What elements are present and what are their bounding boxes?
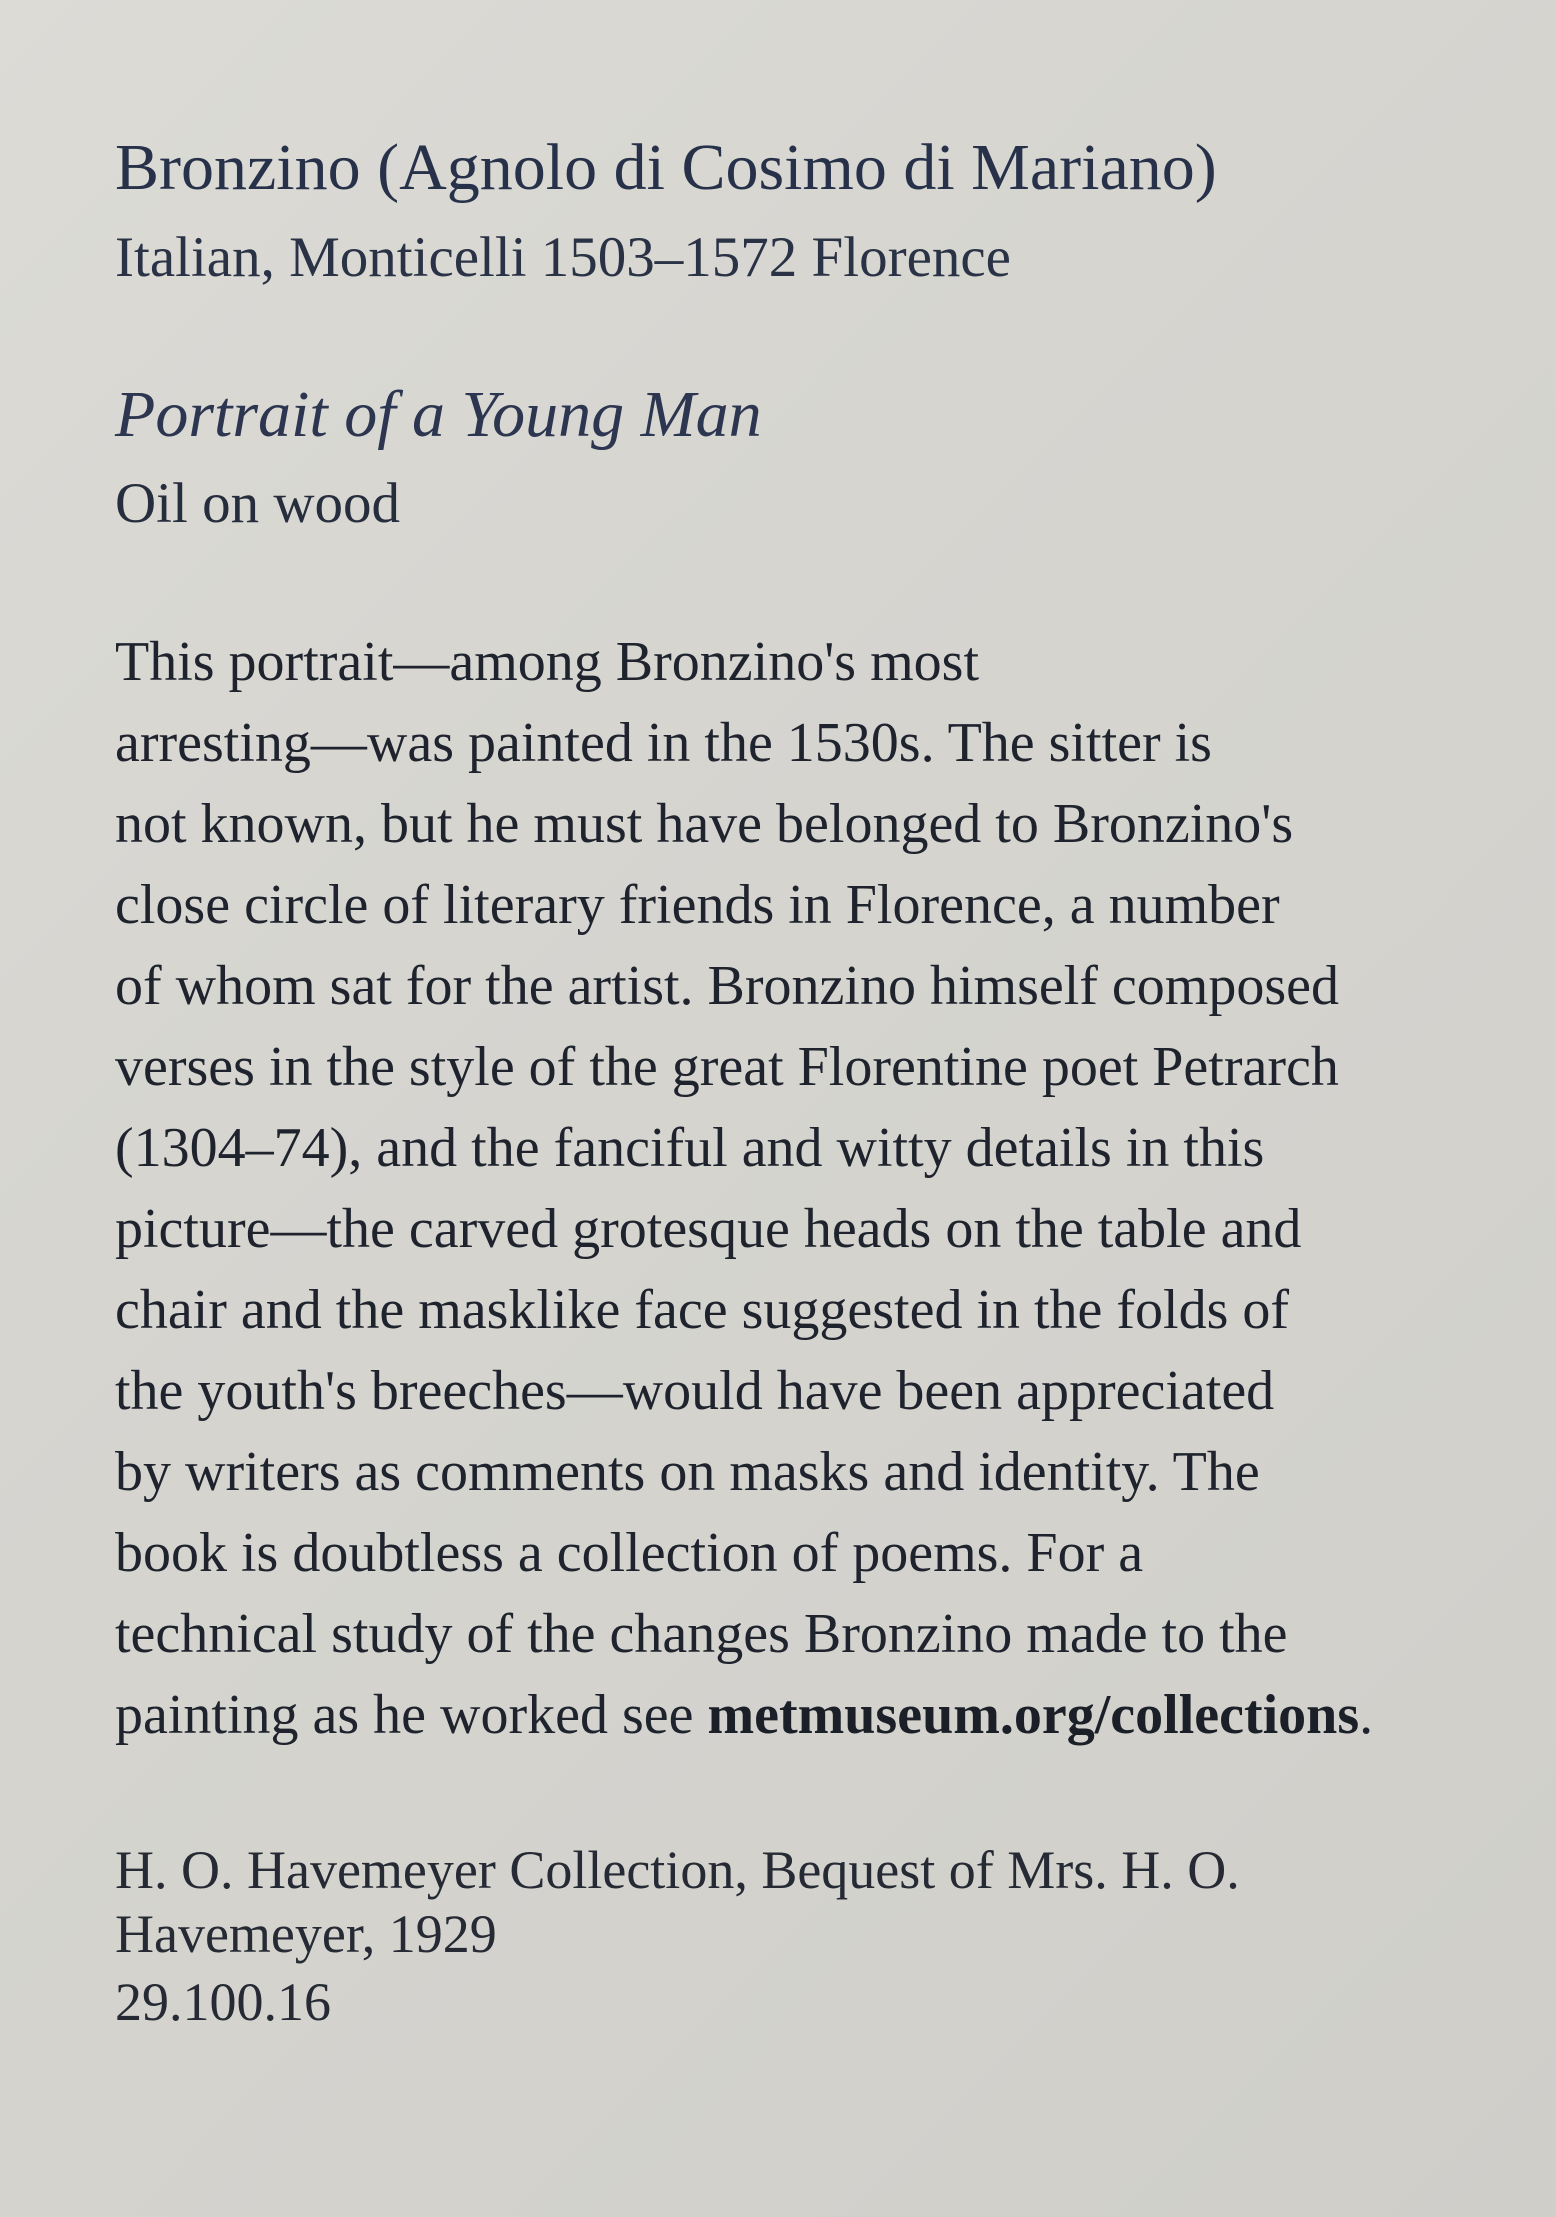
artwork-medium: Oil on wood — [115, 472, 400, 535]
description-period: . — [1359, 1684, 1374, 1746]
description-line: chair and the masklike face suggested in the folds of — [115, 1279, 1290, 1341]
description-line: the youth's breeches—would have been appreciated — [115, 1360, 1275, 1422]
description-line: picture—the carved grotesque heads on the table and — [115, 1198, 1302, 1260]
description-last-prefix: painting as he worked see — [115, 1684, 708, 1746]
description-last-line — [115, 1675, 1515, 1756]
description-line: by writers as comments on masks and identity. The — [115, 1441, 1260, 1503]
artist-nationality-dates: Italian, Monticelli 1503–1572 Florence — [115, 226, 1011, 289]
description-line: not known, but he must have belonged to Bronzino's — [115, 793, 1294, 855]
description-line: technical study of the changes Bronzino made to the — [115, 1603, 1288, 1665]
description-line: book is doubtless a collection of poems. For a — [115, 1522, 1144, 1584]
accession-number: 29.100.16 — [115, 1972, 331, 2032]
description-line: verses in the style of the great Florentine poet Petrarch — [115, 1036, 1339, 1098]
description-line: close circle of literary friends in Florence, a number — [115, 874, 1280, 936]
description-line: arresting—was painted in the 1530s. The sitter is — [115, 712, 1212, 774]
artist-name: Bronzino (Agnolo di Cosimo di Mariano) — [115, 131, 1217, 204]
description-line: (1304–74), and the fanciful and witty details in this — [115, 1117, 1265, 1179]
description-line: This portrait—among Bronzino's most — [115, 631, 980, 693]
credit-line-text: H. O. Havemeyer Collection, Bequest of Mrs. H. O. — [115, 1840, 1240, 1900]
artwork-title: Portrait of a Young Man — [115, 378, 762, 451]
description-line: of whom sat for the artist. Bronzino himself composed — [115, 955, 1339, 1017]
credit-line — [115, 1838, 1240, 1966]
collections-url: metmuseum.org/collections — [707, 1684, 1360, 1746]
credit-line-text: Havemeyer, 1929 — [115, 1904, 497, 1964]
artwork-description — [115, 622, 1515, 1756]
